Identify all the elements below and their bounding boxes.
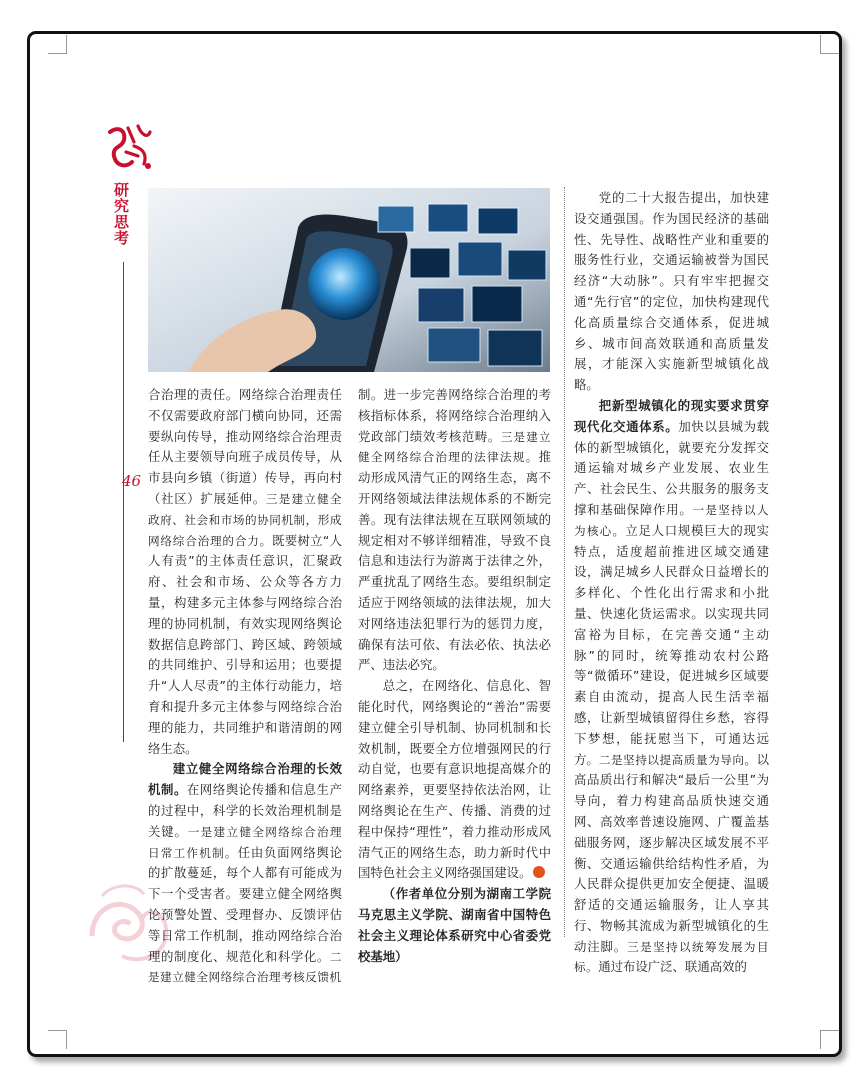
paragraph: 总之，在网络化、信息化、智能化时代，网络舆论的“善治”需要建立健全引导机制、协同机制和长效机制，既要全方位增强网民的行动自觉，也要有意识地提高媒介的网络素养，更要坚持依法治网，让网络舆论在生产、传播、消费的过程中保持“理性”，着力推动形成风清气正的网络生态，助力新时代中国特色社会主义网络强国建设。 bbox=[358, 678, 551, 881]
article-column-2 bbox=[358, 385, 551, 967]
crop-mark bbox=[48, 35, 67, 54]
hand-holding-smartphone-globe-illustration bbox=[148, 188, 550, 372]
section-rule bbox=[123, 262, 124, 742]
page-number: 46 bbox=[122, 472, 142, 490]
paragraph: 建立健全网络综合治理的长效机制。在网络舆论传播和信息生产的过程中，科学的长效治理机制是关键。一是建立健全网络综合治理日常工作机制。任由负面网络舆论的扩散蔓延，每个人都有可能成为下一个受害者。要建立健全网络舆论预警处置、受理督办、反馈评估等日常工作机制，推动网络综合治理的制度化、规范化和科学化。二是建立健全网络综合治理考核反馈机 bbox=[148, 761, 343, 985]
section-title: 研究思考 bbox=[112, 182, 130, 246]
paragraph: 把新型城镇化的现实要求贯穿现代化交通体系。加快以县城为载体的新型城镇化，就要充分发挥交通运输对城乡产业发展、农业生产、社会民生、公共服务的服务支撑和基础保障作用。一是坚持以人为核心。立足人口规模巨大的现实特点，适度超前推进区域交通建设，满足城乡人民群众日益增长的多样化、个性化出行需求和小批量、快速化货运需求。以实现共同富裕为目标，在完善交通“主动脉”的同时，统筹推动农村公路等“微循环”建设，促进城乡区域要素自由流动，提高人民生活幸福感，让新型城镇留得住乡愁，容得下梦想，能抚慰当下，可通达远方。二是坚持以提高质量为导向。以高品质出行和解决“最后一公里”为导向，着力构建高品质快速交通网、高效率普速设施网、广覆盖基础服务网，逐步解决区域发展不平衡、交通运输供给结构性矛盾，为人民群众提供更加安全便捷、温暖舒适的交通运输服务，让人享其行、物畅其流成为新型城镇化的生动注脚。三是坚持以统筹发展为目标。通过布设广泛、联通高效的 bbox=[574, 397, 770, 975]
crop-mark bbox=[48, 1030, 67, 1049]
crop-mark bbox=[820, 35, 839, 54]
paragraph: 制。进一步完善网络综合治理的考核指标体系，将网络综合治理纳入党政部门绩效考核范畴。三是建立健全网络综合治理的法律法规。推动形成风清气正的网络生态，离不开网络领域法律法规体系的不断完善。现有法律法规在互联网领域的规定相对不够详细精准，导致不良信息和违法行为游离于法律之外，严重扰乱了网络生态。要组织制定适应于网络领域的法律法规，加大对网络违法犯罪行为的惩罚力度，确保有法可依、有法必依、执法必严、违法必究。 bbox=[358, 387, 551, 673]
calligraphy-seal-icon bbox=[104, 122, 156, 174]
crop-mark bbox=[820, 1030, 839, 1049]
article-column-3 bbox=[574, 188, 769, 978]
author-affiliation: （作者单位分别为湖南工学院马克思主义学院、湖南省中国特色社会主义理论体系研究中心省委党校基地） bbox=[358, 886, 551, 964]
article-end-icon bbox=[533, 866, 545, 878]
paragraph: 合治理的责任。网络综合治理责任不仅需要政府部门横向协同，还需要纵向传导，推动网络综合治理责任从主要领导向班子成员传导，从市县向乡镇（街道）传导，再向村（社区）扩展延伸。三是建立健全政府、社会和市场的协同机制，形成网络综合治理的合力。既要树立“人人有责”的主体责任意识，汇聚政府、社会和市场、公众等各方力量，构建多元主体参与网络综合治理的协同机制，有效实现网络舆论数据信息跨部门、跨区域、跨领域的共同维护、引导和运用；也要提升“人人尽责”的主体行动能力，培育和提升多元主体参与网络综合治理的能力，共同维护和谐清朗的网络生态。 bbox=[148, 387, 342, 756]
column-separator bbox=[564, 187, 565, 937]
paragraph: 党的二十大报告提出，加快建设交通强国。作为国民经济的基础性、先导性、战略性产业和重要的服务性行业，交通运输被誉为国民经济“大动脉”。只有牢牢把握交通“先行官”的定位，加快构建现代化高质量综合交通体系，促进城乡、城市间高效联通和高质量发展，才能深入实施新型城镇化战略。 bbox=[574, 190, 769, 393]
article-column-1 bbox=[148, 385, 342, 988]
